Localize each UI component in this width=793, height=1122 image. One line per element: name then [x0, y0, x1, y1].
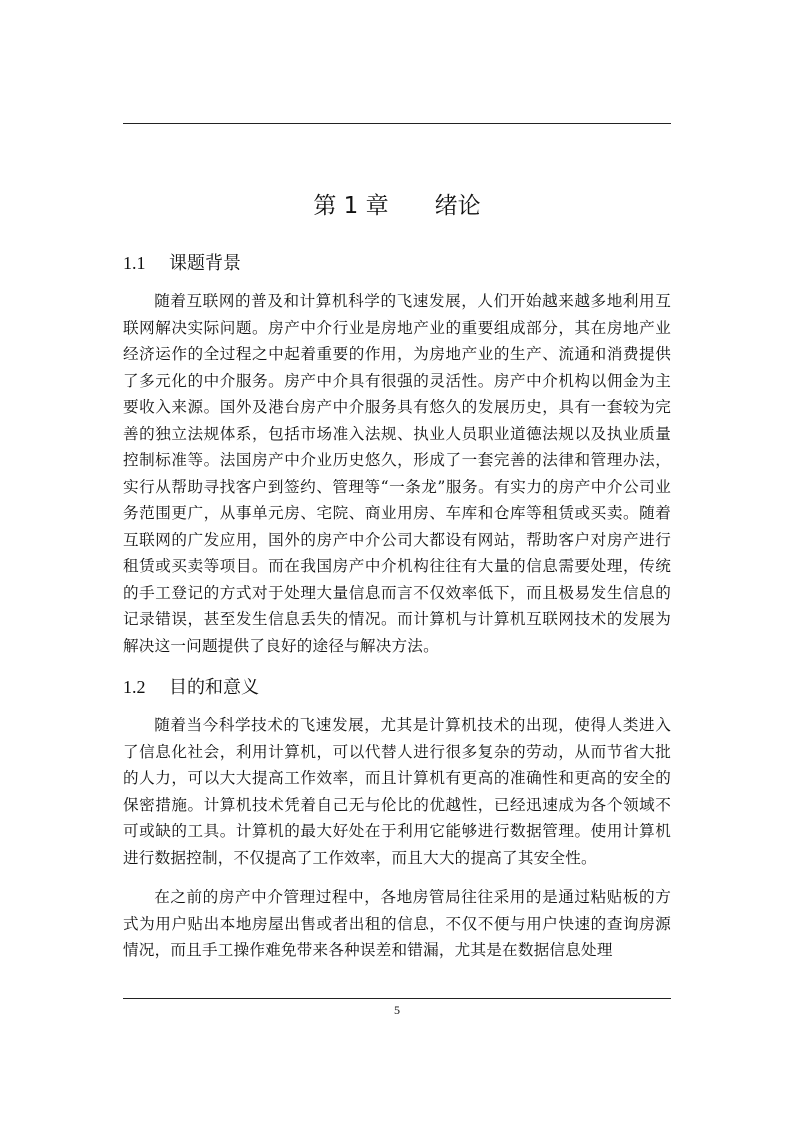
body-paragraph: 随着互联网的普及和计算机科学的飞速发展，人们开始越来越多地利用互联网解决实际问题。房产中介行业是房地产业的重要组成部分，其在房地产业经济运作的全过程之中起着重要的作用，为房地产业的生产、流通和消费提供了多元化的中介服务。房产中介具有很强的灵活性。房产中介机构以佣金为主要收入来源。国外及港台房产中介服务具有悠久的发展历史，具有一套较为完善的独立法规体系，包括市场准入法规、执业人员职业道德法规以及执业质量控制标准等。法国房产中介业历史悠久，形成了一套完善的法律和管理办法，实行从帮助寻找客户到签约、管理等“一条龙”服务。有实力的房产中介公司业务范围更广，从事单元房、宅院、商业用房、车库和仓库等租赁或买卖。随着互联网的广发应用，国外的房产中介公司大都设有网站，帮助客户对房产进行租赁或买卖等项目。而在我国房产中介机构往往有大量的信息需要处理，传统的手工登记的方式对于处理大量信息而言不仅效率低下，而且极易发生信息的记录错误，甚至发生信息丢失的情况。而计算机与计算机互联网技术的发展为解决这一问题提供了良好的途径与解决方法。: [123, 292, 671, 655]
section-heading-1-2: [123, 674, 671, 701]
body-paragraph: 随着当今科学技术的飞速发展，尤其是计算机技术的出现，使得人类进入了信息化社会，利用计算机，可以代替人进行很多复杂的劳动，从而节省大批的人力，可以大大提高工作效率，而且计算机有更高的准确性和更高的安全的保密措施。计算机技术凭着自己无与伦比的优越性，已经迅速成为各个领域不可或缺的工具。计算机的最大好处在于利用它能够进行数据管理。使用计算机进行数据控制，不仅提高了工作效率，而且大大的提高了其安全性。: [123, 716, 671, 867]
body-paragraph: 在之前的房产中介管理过程中，各地房管局往往采用的是通过粘贴板的方式为用户贴出本地房屋出售或者出租的信息，不仅不便与用户快速的查询房源情况，而且手工操作难免带来各种误差和错漏，尤其是在数据信息处理: [123, 888, 671, 959]
header-rule: [123, 123, 671, 124]
section-heading-1-1: [123, 250, 671, 277]
page-number: 5: [394, 1003, 400, 1017]
section-number: 1.1: [123, 253, 146, 273]
chapter-title: 第 1 章 绪论: [313, 193, 481, 219]
section-number: 1.2: [123, 677, 146, 697]
footer-rule: [123, 998, 671, 999]
section-title: 目的和意义: [169, 677, 259, 698]
section-title: 课题背景: [169, 253, 241, 274]
